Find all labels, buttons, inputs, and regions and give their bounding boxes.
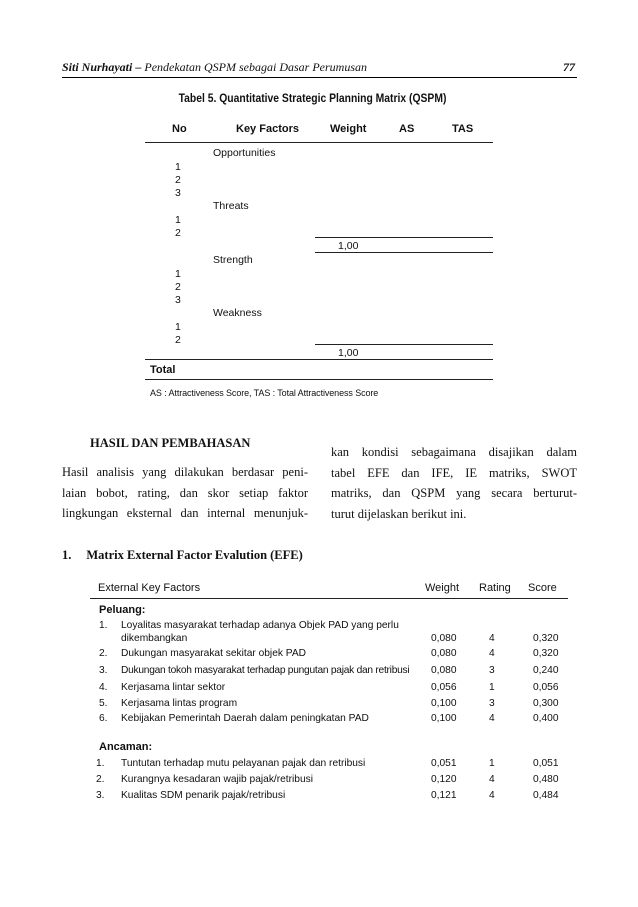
efe-row-weight: 0,080 xyxy=(431,648,457,659)
qspm-row-number: 1 xyxy=(175,161,181,173)
qspm-row-number: 1 xyxy=(175,321,181,333)
efe-row-no: 5. xyxy=(99,698,108,709)
efe-row-factor: Tuntutan terhadap mutu pelayanan pajak dan retribusi xyxy=(121,758,366,769)
qspm-subtotal-1: 1,00 xyxy=(338,240,359,252)
efe-row-weight: 0,100 xyxy=(431,698,457,709)
efe-row-factor: Loyalitas masyarakat terhadap adanya Objek PAD yang perlu xyxy=(121,620,399,631)
efe-row-score: 0,240 xyxy=(533,665,559,676)
efe-heading xyxy=(62,548,303,563)
qspm-row-number: 2 xyxy=(175,281,181,293)
efe-row-no: 2. xyxy=(96,774,105,785)
efe-row-weight: 0,100 xyxy=(431,713,457,724)
efe-row-no: 1. xyxy=(96,758,105,769)
qspm-group-weakness: Weakness xyxy=(213,307,262,319)
right-column-text xyxy=(331,442,577,524)
efe-ancaman-label: Ancaman: xyxy=(99,741,153,753)
efe-row-rating: 1 xyxy=(489,758,495,769)
qspm-row-number: 2 xyxy=(175,227,181,239)
efe-col-rating: Rating xyxy=(479,582,511,594)
efe-row-rating: 3 xyxy=(489,698,495,709)
page-number: 77 xyxy=(563,60,575,74)
efe-row-factor: Dukungan tokoh masyarakat terhadap pungutan pajak dan retribusi xyxy=(121,665,410,676)
right-line: matriks, dan QSPM yang secara berturut- xyxy=(331,486,577,500)
qspm-table-note: AS : Attractiveness Score, TAS : Total Attractiveness Score xyxy=(150,388,379,398)
qspm-bottom-rule xyxy=(145,379,493,380)
qspm-group-opportunities: Opportunities xyxy=(213,147,276,159)
efe-row-score: 0,056 xyxy=(533,682,559,693)
efe-row-score: 0,051 xyxy=(533,758,559,769)
efe-row-weight: 0,120 xyxy=(431,774,457,785)
qspm-row-number: 1 xyxy=(175,214,181,226)
efe-row-score: 0,480 xyxy=(533,774,559,785)
efe-row-score: 0,300 xyxy=(533,698,559,709)
efe-row-rating: 4 xyxy=(489,648,495,659)
right-line: kan kondisi sebagaimana disajikan dalam xyxy=(331,445,577,459)
qspm-subtotal-2: 1,00 xyxy=(338,347,359,359)
efe-row-score: 0,484 xyxy=(533,790,559,801)
qspm-row-number: 3 xyxy=(175,294,181,306)
efe-row-score: 0,320 xyxy=(533,633,559,644)
efe-row-factor: Kurangnya kesadaran wajib pajak/retribusi xyxy=(121,774,313,785)
qspm-subtotal-rule-bottom xyxy=(315,252,493,253)
qspm-row-number: 1 xyxy=(175,268,181,280)
efe-row-rating: 4 xyxy=(489,790,495,801)
efe-row-score: 0,320 xyxy=(533,648,559,659)
efe-col-score: Score xyxy=(528,582,557,594)
efe-row-weight: 0,056 xyxy=(431,682,457,693)
left-line: Hasil analisis yang dilakukan berdasar peni- xyxy=(62,465,308,479)
header-rule xyxy=(62,77,577,78)
header-title: Pendekatan QSPM sebagai Dasar Perumusan xyxy=(144,60,367,74)
running-header xyxy=(62,60,367,75)
efe-number: 1. xyxy=(62,548,72,562)
efe-row-weight: 0,080 xyxy=(431,633,457,644)
qspm-total-label: Total xyxy=(150,364,176,376)
efe-peluang-label: Peluang: xyxy=(99,604,146,616)
qspm-total-rule xyxy=(145,359,493,360)
qspm-subtotal-rule-top xyxy=(315,237,493,238)
efe-col-weight: Weight xyxy=(425,582,460,594)
qspm-row-number: 2 xyxy=(175,334,181,346)
left-line: lingkungan eksternal dan internal menunjuk- xyxy=(62,506,308,520)
efe-row-no: 4. xyxy=(99,682,108,693)
qspm-header-rule xyxy=(145,142,493,143)
efe-row-factor-cont: dikembangkan xyxy=(121,633,188,644)
efe-row-factor: Dukungan masyarakat sekitar objek PAD xyxy=(121,648,306,659)
qspm-row-number: 3 xyxy=(175,187,181,199)
efe-row-rating: 4 xyxy=(489,633,495,644)
efe-row-score: 0,400 xyxy=(533,713,559,724)
right-line: tabel EFE dan IFE, IE matriks, SWOT xyxy=(331,465,577,480)
efe-row-factor: Kualitas SDM penarik pajak/retribusi xyxy=(121,790,286,801)
qspm-col-no: No xyxy=(172,123,187,135)
section-heading: HASIL DAN PEMBAHASAN xyxy=(90,436,251,450)
efe-row-factor: Kerjasama lintar sektor xyxy=(121,682,226,693)
efe-header-rule xyxy=(90,598,568,599)
header-author: Siti Nurhayati xyxy=(62,60,133,74)
header-separator: – xyxy=(132,60,145,74)
efe-row-rating: 3 xyxy=(489,665,495,676)
efe-row-factor: Kebijakan Pemerintah Daerah dalam peningkatan PAD xyxy=(121,713,369,724)
efe-row-rating: 1 xyxy=(489,682,495,693)
efe-col-factors: External Key Factors xyxy=(98,582,201,594)
left-line: laian bobot, rating, dan skor setiap faktor xyxy=(62,485,308,500)
efe-row-no: 3. xyxy=(96,790,105,801)
efe-row-factor: Kerjasama lintas program xyxy=(121,698,238,709)
efe-title: Matrix External Factor Evalution (EFE) xyxy=(86,548,303,562)
qspm-row-number: 2 xyxy=(175,174,181,186)
qspm-col-tas: TAS xyxy=(452,123,474,135)
efe-row-rating: 4 xyxy=(489,713,495,724)
efe-row-no: 3. xyxy=(99,665,108,676)
efe-row-weight: 0,051 xyxy=(431,758,457,769)
qspm-col-key-factors: Key Factors xyxy=(236,123,299,135)
efe-row-no: 1. xyxy=(99,620,108,631)
efe-row-rating: 4 xyxy=(489,774,495,785)
efe-row-no: 6. xyxy=(99,713,108,724)
qspm-group-threats: Threats xyxy=(213,200,249,212)
qspm-col-weight: Weight xyxy=(330,123,367,135)
qspm-group-strength: Strength xyxy=(213,254,253,266)
qspm-table-title: Tabel 5. Quantitative Strategic Planning Matrix (QSPM) xyxy=(178,93,447,105)
efe-row-weight: 0,121 xyxy=(431,790,457,801)
efe-row-no: 2. xyxy=(99,648,108,659)
qspm-col-as: AS xyxy=(399,123,415,135)
right-line: turut dijelaskan berikut ini. xyxy=(331,506,467,521)
left-column-text xyxy=(62,462,308,524)
efe-row-weight: 0,080 xyxy=(431,665,457,676)
qspm-subtotal-rule-top xyxy=(315,344,493,345)
